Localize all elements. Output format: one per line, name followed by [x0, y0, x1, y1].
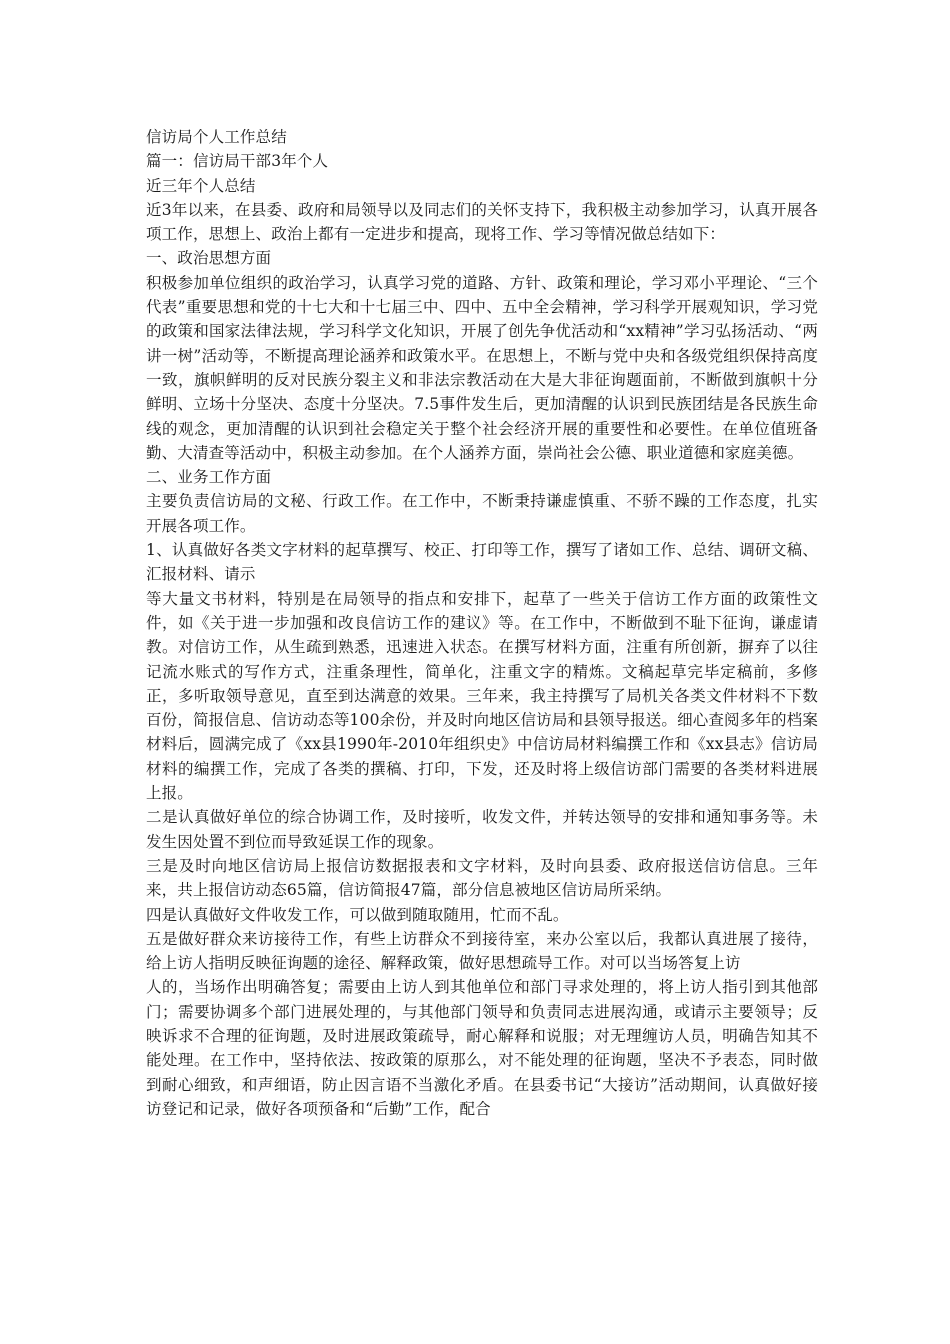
- section-heading: 篇一：信访局干部3年个人: [146, 152, 329, 171]
- paragraph: 积极参加单位组织的政治学习，认真学习党的道路、方针、政策和理论，学习邓小平理论、“三个代表”重要思想和党的十七大和十七届三中、四中、五中全会精神，学习科学开展观知识，学习党的政策和国家法律法规，学习科学文化知识，开展了创先争优活动和“xx精神”学习弘扬活动、“两讲一树”活动等，不断提高理论涵养和政策水平。在思想上，不断与党中央和各级党组织保持高度一致，旗帜鲜明的反对民族分裂主义和非法宗教活动在大是大非征询题面前，不断做到旗帜十分鲜明、立场十分坚决、态度十分坚决。7.5事件发生后，更加清醒的认识到民族团结是各民族生命线的观念，更加清醒的认识到社会稳定关于整个社会经济开展的重要性和必要性。在单位值班备勤、大清查等活动中，积极主动参加。在个人涵养方面，崇尚社会公德、职业道德和家庭美德。: [146, 273, 818, 462]
- paragraph: 近3年以来，在县委、政府和局领导以及同志们的关怀支持下，我积极主动参加学习，认真开展各项工作，思想上、政治上都有一定进步和提高，现将工作、学习等情况做总结如下：: [146, 200, 818, 244]
- paragraph: 四是认真做好文件收发工作，可以做到随取随用，忙而不乱。: [146, 905, 569, 924]
- paragraph: 五是做好群众来访接待工作，有些上访群众不到接待室，来办公室以后，我都认真进展了接待，给上访人指明反映征询题的途径、解释政策，做好思想疏导工作。对可以当场答复上访: [146, 929, 818, 973]
- document-body: [146, 125, 818, 1121]
- section-heading: 一、政治思想方面: [146, 249, 272, 268]
- paragraph: 主要负责信访局的文秘、行政工作。在工作中，不断秉持谦虚慎重、不骄不躁的工作态度，扎实开展各项工作。: [146, 492, 818, 535]
- document-title: 信访局个人工作总结: [146, 128, 287, 146]
- subheading: 近三年个人总结: [146, 176, 256, 195]
- paragraph: 1、认真做好各类文字材料的起草撰写、校正、打印等工作，撰写了诸如工作、总结、调研文稿、汇报材料、请示: [146, 541, 818, 584]
- paragraph: 三是及时向地区信访局上报信访数据报表和文字材料，及时向县委、政府报送信访信息。三年来，共上报信访动态65篇，信访简报47篇，部分信息被地区信访局所采纳。: [146, 856, 818, 900]
- paragraph: 等大量文书材料，特别是在局领导的指点和安排下，起草了一些关于信访工作方面的政策性文件，如《关于进一步加强和改良信访工作的建议》等。在工作中，不断做到不耻下征询，谦虚请教。对信访工作，从生疏到熟悉，迅速进入状态。在撰写材料方面，注重有所创新，摒弃了以往记流水账式的写作方式，注重条理性，简单化，注重文字的精炼。文稿起草完毕定稿前，多修正，多听取领导意见，直至到达满意的效果。三年来，我主持撰写了局机关各类文件材料不下数百份，简报信息、信访动态等100余份，并及时向地区信访局和县领导报送。细心查阅多年的档案材料后，圆满完成了《xx县1990年-2010年组织史》中信访局材料编撰工作和《xx县志》信访局材料的编撰工作，完成了各类的撰稿、打印，下发，还及时将上级信访部门需要的各类材料进展上报。: [146, 589, 818, 803]
- section-heading: 二、业务工作方面: [146, 468, 272, 487]
- paragraph: 二是认真做好单位的综合协调工作，及时接听，收发文件，并转达领导的安排和通知事务等。未发生因处置不到位而导致延误工作的现象。: [146, 808, 818, 851]
- paragraph: 人的，当场作出明确答复；需要由上访人到其他单位和部门寻求处理的，将上访人指引到其他部门；需要协调多个部门进展处理的，与其他部门领导和负责同志进展沟通，或请示主要领导；反映诉求不合理的征询题，及时进展政策疏导，耐心解释和说服；对无理缠访人员，明确告知其不能处理。在工作中，坚持依法、按政策的原那么，对不能处理的征询题，坚决不予表态，同时做到耐心细致，和声细语，防止因言语不当激化矛盾。在县委书记“大接访”活动期间，认真做好接访登记和记录，做好各项预备和“后勤”工作，配合: [146, 978, 818, 1118]
